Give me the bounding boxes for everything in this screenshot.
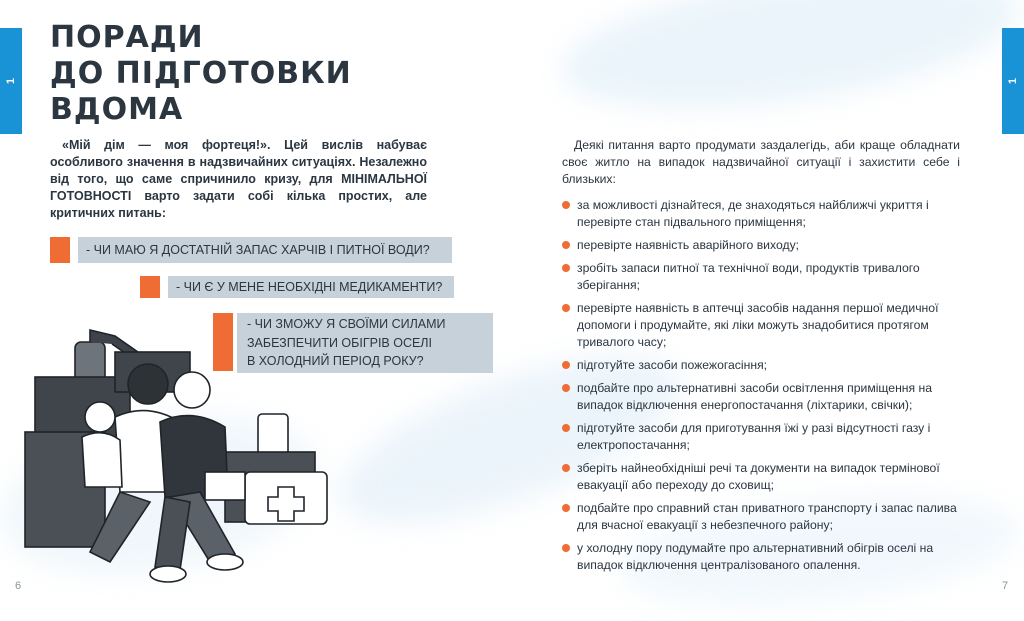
chapter-tab-left: 1 — [0, 28, 22, 134]
list-item: підготуйте засоби для приготування їжі у разі відсутності газу і електропостачання; — [562, 420, 962, 454]
list-item: зберіть найнеобхідніші речі та документи на випадок термінової евакуації або переходу до сховищ; — [562, 460, 962, 494]
page-title — [50, 20, 352, 128]
page-number-left: 6 — [15, 580, 22, 592]
bullet-icon — [562, 464, 570, 472]
person-icon — [128, 364, 168, 404]
list-item: подбайте про справний стан приватного транспорту і запас палива для вчасної евакуації з небезпечного району; — [562, 500, 962, 534]
bullet-icon — [562, 241, 570, 249]
bullet-icon — [562, 544, 570, 552]
bullet-icon — [562, 424, 570, 432]
question-block — [50, 237, 452, 263]
list-item: подбайте про альтернативні засоби освітлення приміщення на випадок відключення енергопостачання (ліхтарики, свічки); — [562, 380, 962, 414]
question-block — [140, 276, 454, 298]
title-line: ВДОМА — [50, 92, 184, 127]
list-item: підготуйте засоби пожежогасіння; — [562, 357, 962, 374]
title-line: ПОРАДИ — [50, 20, 204, 55]
tips-list — [562, 197, 962, 580]
bullet-icon — [562, 361, 570, 369]
page-number-right: 7 — [1002, 580, 1009, 592]
bullet-icon — [562, 201, 570, 209]
orange-square-marker — [140, 276, 160, 298]
family-illustration — [20, 322, 350, 590]
question-text: - ЧИ ЗМОЖУ Я СВОЇМИ СИЛАМИ ЗАБЕЗПЕЧИТИ ОБІГРІВ ОСЕЛІ В ХОЛОДНИЙ ПЕРІОД РОКУ? — [237, 313, 493, 373]
orange-square-marker — [50, 237, 70, 263]
question-text: - ЧИ МАЮ Я ДОСТАТНІЙ ЗАПАС ХАРЧІВ І ПИТНОЇ ВОДИ? — [78, 237, 452, 263]
question-text: - ЧИ Є У МЕНЕ НЕОБХІДНІ МЕДИКАМЕНТИ? — [168, 276, 454, 298]
list-item: за можливості дізнайтеся, де знаходяться найближчі укриття і перевірте стан підвального приміщення; — [562, 197, 962, 231]
person-icon — [174, 372, 210, 408]
list-item: перевірте наявність в аптечці засобів надання першої медичної допомоги і продумайте, які ліки можуть знадобитися протягом тривалого часу; — [562, 300, 962, 351]
child-icon — [85, 402, 115, 432]
bullet-icon — [562, 304, 570, 312]
list-item: перевірте наявність аварійного виходу; — [562, 237, 962, 254]
right-intro-paragraph: Деякі питання варто продумати заздалегідь, аби краще обладнати своє житло на випадок надзвичайної ситуації і захистити себе і близьких: — [562, 138, 960, 186]
bullet-icon — [562, 504, 570, 512]
bullet-icon — [562, 264, 570, 272]
chapter-tab-right: 1 — [1002, 28, 1024, 134]
title-line: ДО ПІДГОТОВКИ — [50, 56, 352, 91]
watercolor-wash — [554, 0, 1024, 131]
list-item: у холодну пору подумайте про альтернативний обігрів оселі на випадок відключення централізованого опалення. — [562, 540, 962, 574]
intro-paragraph: «Мій дім — моя фортеця!». Цей вислів набуває особливого значення в надзвичайних ситуаціях. Незалежно від того, що саме спричинило кризу, для МІНІМАЛЬНОЇ ГОТОВНОСТІ варто задати собі кілька простих, але критичних питань: — [50, 138, 427, 220]
cardboard-box-icon — [205, 472, 245, 500]
list-item: зробіть запаси питної та технічної води, продуктів тривалого зберігання; — [562, 260, 962, 294]
bullet-icon — [562, 384, 570, 392]
